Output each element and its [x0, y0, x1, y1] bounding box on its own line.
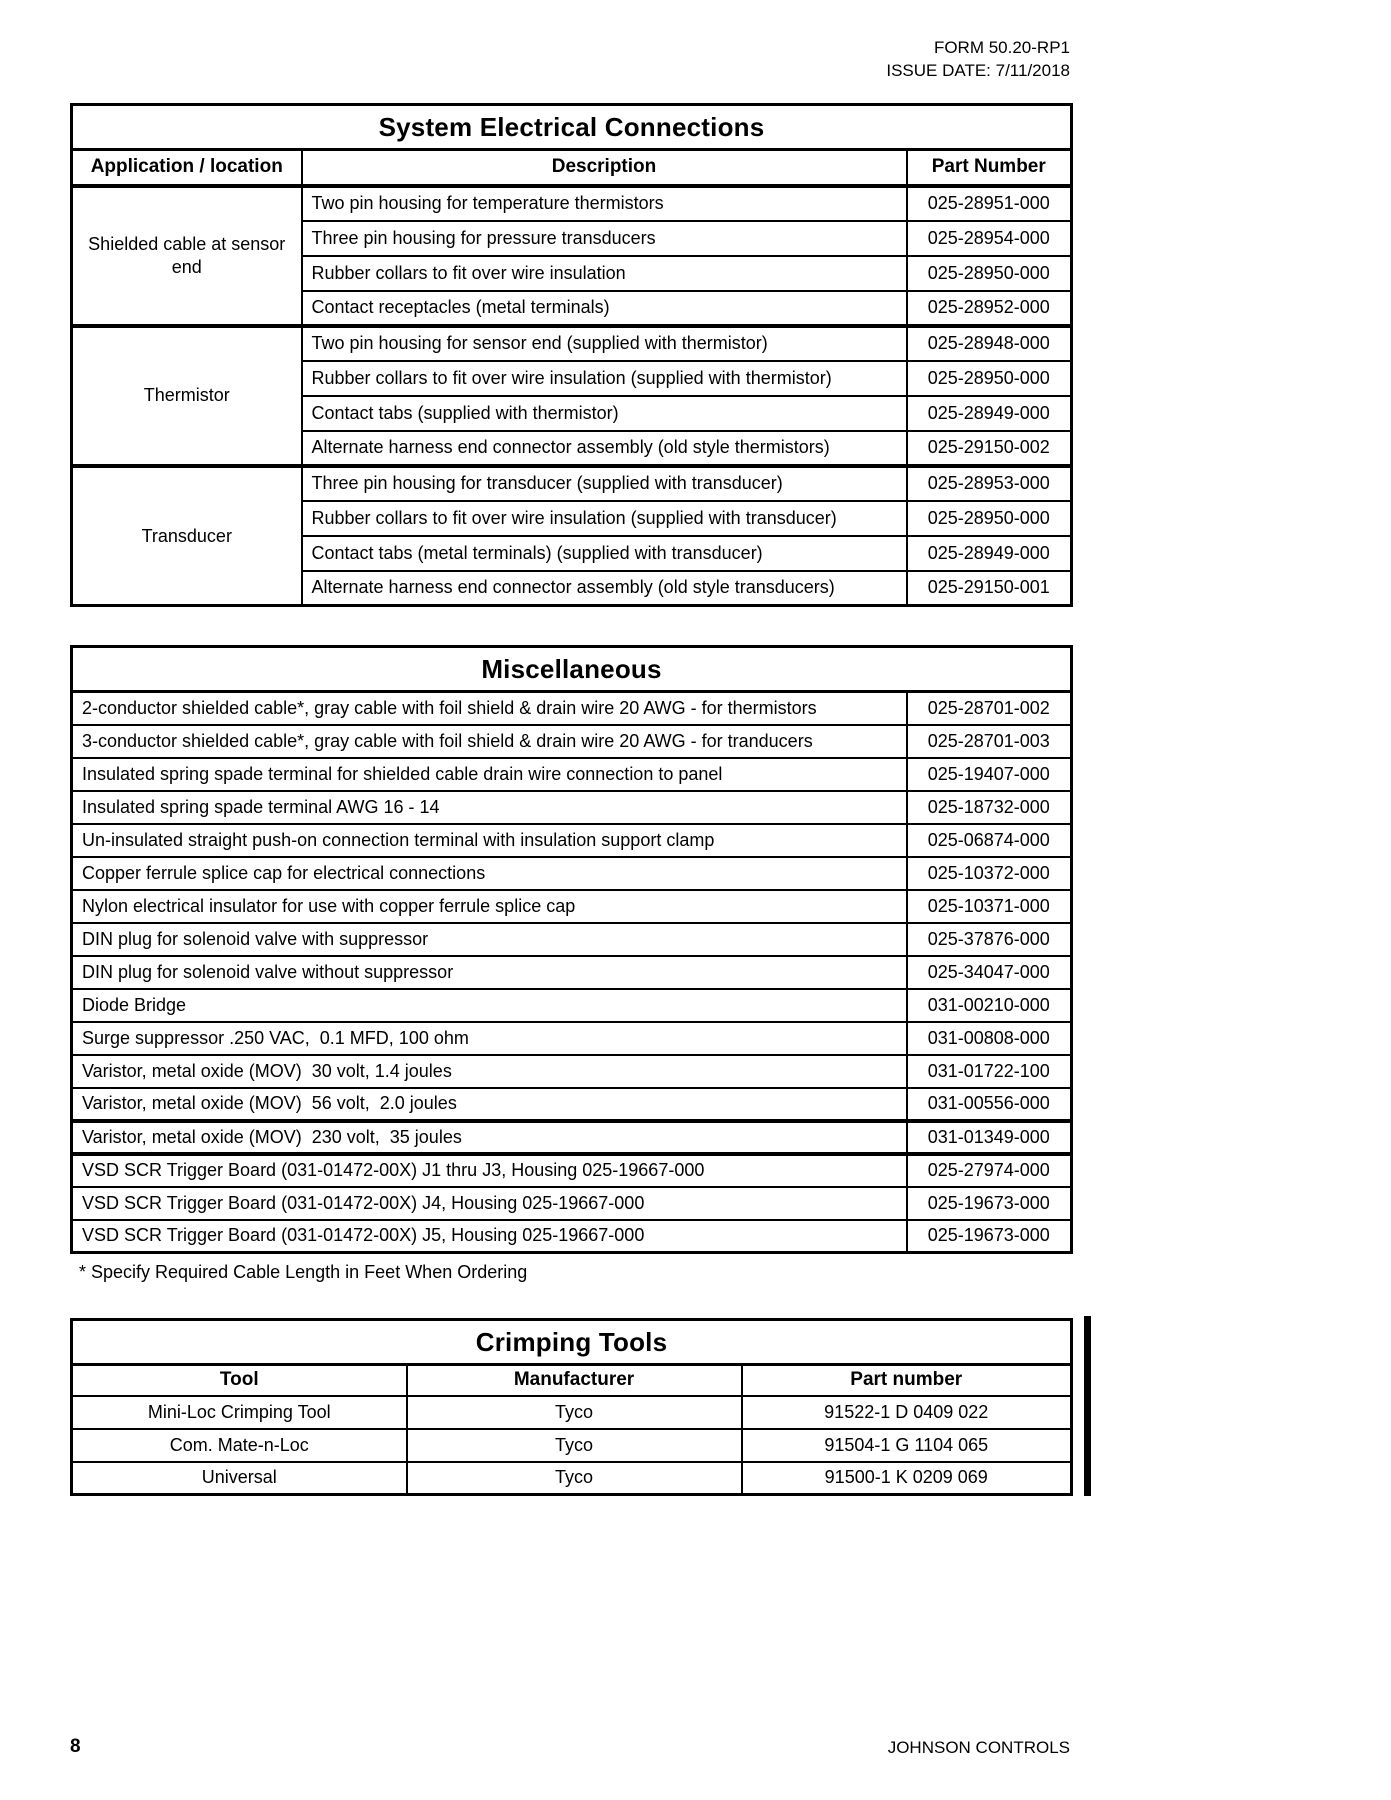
- table-row: [72, 956, 1072, 989]
- tool-cell: Universal: [72, 1462, 407, 1495]
- part-number-cell: 031-00808-000: [907, 1022, 1072, 1055]
- description-cell: Varistor, metal oxide (MOV) 230 volt, 35 joules: [72, 1121, 907, 1154]
- application-cell: Shielded cable at sensor end: [72, 186, 302, 326]
- table-row: [72, 1429, 1072, 1462]
- part-number-cell: 91504-1 G 1104 065: [742, 1429, 1072, 1462]
- table-row: [72, 1220, 1072, 1253]
- part-number-cell: 025-28949-000: [907, 396, 1072, 431]
- column-header-part-number: Part number: [742, 1365, 1072, 1396]
- part-number-cell: 031-00210-000: [907, 989, 1072, 1022]
- table-row: [72, 1462, 1072, 1495]
- table-row: [72, 1396, 1072, 1429]
- table-row: [72, 1187, 1072, 1220]
- part-number-cell: 025-34047-000: [907, 956, 1072, 989]
- part-number-cell: 025-19673-000: [907, 1187, 1072, 1220]
- description-cell: Un-insulated straight push-on connection terminal with insulation support clamp: [72, 824, 907, 857]
- description-cell: Nylon electrical insulator for use with copper ferrule splice cap: [72, 890, 907, 923]
- part-number-cell: 025-28953-000: [907, 466, 1072, 501]
- miscellaneous-table-body: [72, 692, 1072, 1253]
- table-row: [72, 1154, 1072, 1187]
- description-cell: 2-conductor shielded cable*, gray cable with foil shield & drain wire 20 AWG - for thermistors: [72, 692, 907, 725]
- part-number-cell: 025-28950-000: [907, 361, 1072, 396]
- crimping-tools-table-body: [72, 1396, 1072, 1495]
- part-number-cell: 025-28950-000: [907, 501, 1072, 536]
- connections-table-title: System Electrical Connections: [72, 105, 1072, 150]
- footer-company-name: JOHNSON CONTROLS: [887, 1738, 1070, 1757]
- table-row: [72, 466, 1072, 501]
- column-header-description: Description: [302, 150, 907, 186]
- table-row: [72, 791, 1072, 824]
- tool-cell: Mini-Loc Crimping Tool: [72, 1396, 407, 1429]
- application-cell: Thermistor: [72, 326, 302, 466]
- description-cell: VSD SCR Trigger Board (031-01472-00X) J4, Housing 025-19667-000: [72, 1187, 907, 1220]
- manufacturer-cell: Tyco: [407, 1462, 742, 1495]
- part-number-cell: 025-28954-000: [907, 221, 1072, 256]
- cable-length-footnote: * Specify Required Cable Length in Feet When Ordering: [79, 1262, 528, 1282]
- connections-table-body: [72, 186, 1072, 606]
- description-cell: Contact tabs (supplied with thermistor): [302, 396, 907, 431]
- part-number-cell: 025-18732-000: [907, 791, 1072, 824]
- tool-cell: Com. Mate-n-Loc: [72, 1429, 407, 1462]
- part-number-cell: 91500-1 K 0209 069: [742, 1462, 1072, 1495]
- description-cell: Insulated spring spade terminal for shielded cable drain wire connection to panel: [72, 758, 907, 791]
- column-header-manufacturer: Manufacturer: [407, 1365, 742, 1396]
- description-cell: VSD SCR Trigger Board (031-01472-00X) J1 thru J3, Housing 025-19667-000: [72, 1154, 907, 1187]
- part-number-cell: 025-06874-000: [907, 824, 1072, 857]
- part-number-cell: 025-28952-000: [907, 291, 1072, 326]
- part-number-cell: 025-10372-000: [907, 857, 1072, 890]
- miscellaneous-table-title: Miscellaneous: [72, 647, 1072, 692]
- description-cell: Three pin housing for transducer (supplied with transducer): [302, 466, 907, 501]
- issue-date: ISSUE DATE: 7/11/2018: [886, 61, 1070, 80]
- description-cell: Alternate harness end connector assembly (old style thermistors): [302, 431, 907, 466]
- system-electrical-connections-table: [70, 103, 1073, 607]
- part-number-cell: 031-01349-000: [907, 1121, 1072, 1154]
- description-cell: 3-conductor shielded cable*, gray cable with foil shield & drain wire 20 AWG - for tranducers: [72, 725, 907, 758]
- part-number-cell: 025-28701-003: [907, 725, 1072, 758]
- table-row: [72, 1121, 1072, 1154]
- part-number-cell: 025-29150-001: [907, 571, 1072, 606]
- description-cell: Varistor, metal oxide (MOV) 30 volt, 1.4 joules: [72, 1055, 907, 1088]
- column-header-application: Application / location: [72, 150, 302, 186]
- table-row: [72, 326, 1072, 361]
- table-row: [72, 1055, 1072, 1088]
- table-row: [72, 890, 1072, 923]
- table-row: [72, 186, 1072, 221]
- description-cell: Three pin housing for pressure transducers: [302, 221, 907, 256]
- part-number-cell: 025-28948-000: [907, 326, 1072, 361]
- description-cell: Rubber collars to fit over wire insulation (supplied with transducer): [302, 501, 907, 536]
- document-header: [886, 36, 1070, 82]
- description-cell: Varistor, metal oxide (MOV) 56 volt, 2.0 joules: [72, 1088, 907, 1121]
- table-row: [72, 857, 1072, 890]
- part-number-cell: 025-19407-000: [907, 758, 1072, 791]
- description-cell: DIN plug for solenoid valve with suppressor: [72, 923, 907, 956]
- part-number-cell: 025-19673-000: [907, 1220, 1072, 1253]
- part-number-cell: 025-28949-000: [907, 536, 1072, 571]
- part-number-cell: 91522-1 D 0409 022: [742, 1396, 1072, 1429]
- table-row: [72, 824, 1072, 857]
- column-header-tool: Tool: [72, 1365, 407, 1396]
- description-cell: VSD SCR Trigger Board (031-01472-00X) J5, Housing 025-19667-000: [72, 1220, 907, 1253]
- description-cell: Diode Bridge: [72, 989, 907, 1022]
- table-row: [72, 692, 1072, 725]
- table-row: [72, 725, 1072, 758]
- crimping-tools-table-title: Crimping Tools: [72, 1320, 1072, 1365]
- description-cell: Two pin housing for temperature thermistors: [302, 186, 907, 221]
- description-cell: Surge suppressor .250 VAC, 0.1 MFD, 100 ohm: [72, 1022, 907, 1055]
- part-number-cell: 025-10371-000: [907, 890, 1072, 923]
- description-cell: Contact receptacles (metal terminals): [302, 291, 907, 326]
- description-cell: Copper ferrule splice cap for electrical connections: [72, 857, 907, 890]
- form-number: FORM 50.20-RP1: [933, 38, 1070, 57]
- description-cell: Rubber collars to fit over wire insulation (supplied with thermistor): [302, 361, 907, 396]
- column-header-part-number: Part Number: [907, 150, 1072, 186]
- description-cell: Alternate harness end connector assembly (old style transducers): [302, 571, 907, 606]
- table-row: [72, 989, 1072, 1022]
- part-number-cell: 025-37876-000: [907, 923, 1072, 956]
- part-number-cell: 025-28701-002: [907, 692, 1072, 725]
- page-number: 8: [70, 1736, 81, 1757]
- manufacturer-cell: Tyco: [407, 1396, 742, 1429]
- description-cell: Contact tabs (metal terminals) (supplied with transducer): [302, 536, 907, 571]
- description-cell: DIN plug for solenoid valve without suppressor: [72, 956, 907, 989]
- part-number-cell: 031-00556-000: [907, 1088, 1072, 1121]
- description-cell: Rubber collars to fit over wire insulation: [302, 256, 907, 291]
- part-number-cell: 025-27974-000: [907, 1154, 1072, 1187]
- table-row: [72, 1022, 1072, 1055]
- manufacturer-cell: Tyco: [407, 1429, 742, 1462]
- part-number-cell: 025-29150-002: [907, 431, 1072, 466]
- table-row: [72, 758, 1072, 791]
- table-row: [72, 923, 1072, 956]
- miscellaneous-table: [70, 645, 1073, 1254]
- table-row: [72, 1088, 1072, 1121]
- crimping-tools-table: [70, 1318, 1073, 1496]
- part-number-cell: 025-28951-000: [907, 186, 1072, 221]
- part-number-cell: 031-01722-100: [907, 1055, 1072, 1088]
- revision-change-bar: [1084, 1316, 1091, 1496]
- description-cell: Two pin housing for sensor end (supplied with thermistor): [302, 326, 907, 361]
- part-number-cell: 025-28950-000: [907, 256, 1072, 291]
- application-cell: Transducer: [72, 466, 302, 606]
- description-cell: Insulated spring spade terminal AWG 16 - 14: [72, 791, 907, 824]
